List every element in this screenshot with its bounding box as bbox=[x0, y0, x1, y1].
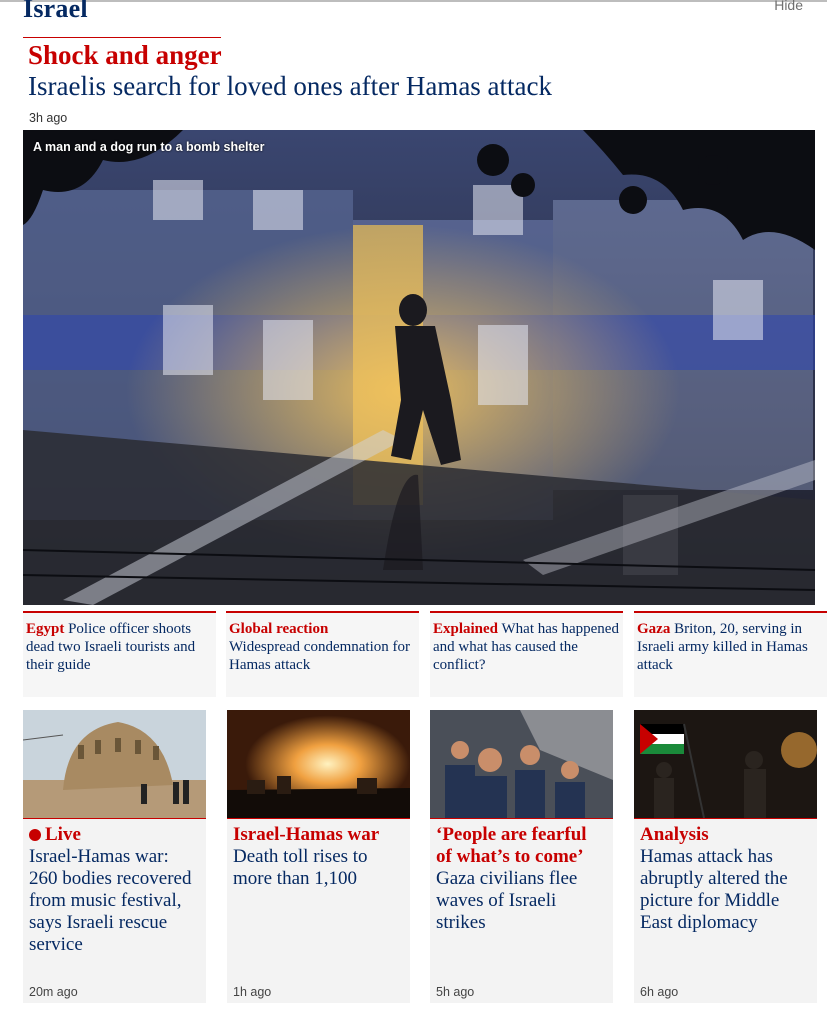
main-story-image[interactable] bbox=[23, 130, 815, 605]
card-image bbox=[430, 710, 613, 818]
mini-story-kicker: Explained bbox=[433, 621, 499, 637]
section-title[interactable]: Israel bbox=[23, 0, 88, 23]
card-kicker: Live bbox=[45, 824, 81, 845]
mini-story-headline: Briton, 20, serving in Israeli army killed in Hamas attack bbox=[637, 621, 808, 673]
main-story-age: 3h ago bbox=[29, 111, 68, 125]
card-headline: Death toll rises to more than 1,100 bbox=[233, 846, 368, 889]
mini-story-gaza[interactable] bbox=[634, 611, 827, 697]
card-headline: Israel-Hamas war: 260 bodies recovered from music festival, says Israeli rescue service bbox=[29, 846, 192, 955]
card-kicker: Israel-Hamas war bbox=[233, 824, 380, 845]
card-image bbox=[227, 710, 410, 818]
card-headline: Gaza civilians flee waves of Israeli strikes bbox=[436, 868, 578, 933]
mini-story-kicker: Global reaction bbox=[229, 621, 329, 637]
card-age: 6h ago bbox=[640, 985, 679, 999]
bomb-shelter-photo bbox=[23, 130, 815, 605]
main-story-headline[interactable]: Israelis search for loved ones after Hamas attack bbox=[28, 71, 553, 101]
main-story-kicker[interactable]: Shock and anger bbox=[28, 40, 222, 70]
card-kicker: ‘People are fearful of what’s to come’ bbox=[436, 824, 587, 867]
mini-story-kicker: Gaza bbox=[637, 621, 671, 637]
card-headline: Hamas attack has abruptly altered the picture for Middle East diplomacy bbox=[640, 846, 788, 933]
mini-story-global-reaction[interactable] bbox=[226, 611, 419, 697]
image-caption: A man and a dog run to a bomb shelter bbox=[33, 140, 265, 154]
hide-section-button[interactable]: Hide bbox=[774, 0, 803, 13]
card-kicker: Analysis bbox=[640, 824, 709, 845]
card-analysis-diplomacy[interactable] bbox=[634, 710, 817, 1003]
mini-story-explained[interactable] bbox=[430, 611, 623, 697]
palestinian-flag bbox=[640, 724, 684, 754]
card-death-toll[interactable] bbox=[227, 710, 410, 1003]
card-gaza-civilians[interactable] bbox=[430, 710, 613, 1003]
mini-story-kicker: Egypt bbox=[26, 621, 65, 637]
card-age: 20m ago bbox=[29, 985, 78, 999]
card-image bbox=[23, 710, 206, 818]
card-live-music-festival[interactable] bbox=[23, 710, 206, 1003]
live-indicator-icon bbox=[29, 829, 41, 841]
kicker-rule bbox=[23, 37, 221, 38]
mini-story-egypt[interactable] bbox=[23, 611, 216, 697]
top-divider bbox=[0, 0, 827, 2]
card-age: 5h ago bbox=[436, 985, 475, 999]
mini-story-headline: Police officer shoots dead two Israeli tourists and their guide bbox=[26, 621, 196, 673]
card-image bbox=[634, 710, 817, 818]
card-age: 1h ago bbox=[233, 985, 272, 999]
mini-story-headline: What has happened and what has caused the conflict? bbox=[433, 621, 619, 673]
mini-story-headline: Widespread condemnation for Hamas attack bbox=[229, 639, 410, 673]
